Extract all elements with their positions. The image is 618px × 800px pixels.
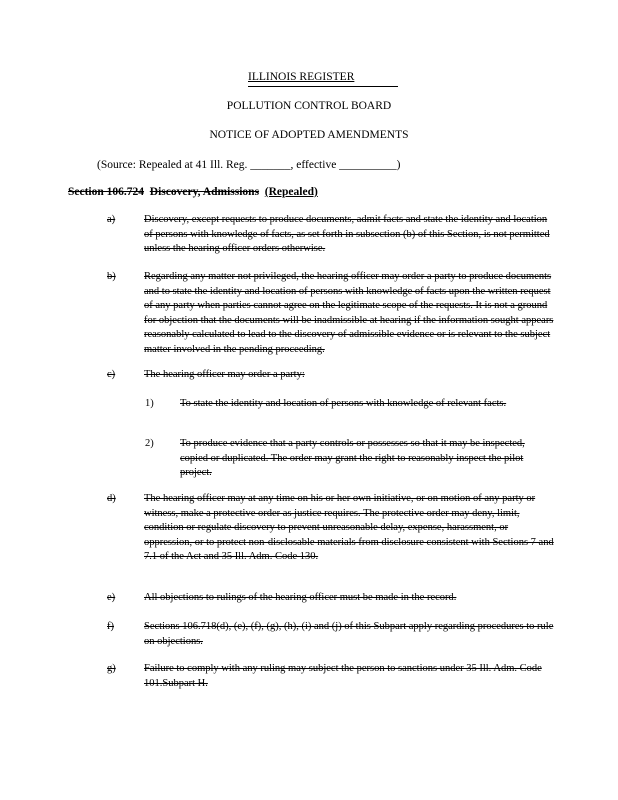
subsection-e-text: All objections to rulings of the hearing officer must be made in the record. xyxy=(144,592,457,603)
section-title: Discovery, Admissions xyxy=(149,186,260,198)
register-heading: ILLINOIS REGISTER xyxy=(248,71,355,83)
subsection-a-text: Discovery, except requests to produce documents, admit facts and state the identity and location of persons with knowledge of facts, as set forth in subsection (b) of this Section, is not permitted unless the hearing officer orders otherwise. xyxy=(144,214,550,254)
subsection-f-label: f) xyxy=(107,621,114,632)
subsection-a-label: a) xyxy=(107,214,116,225)
subsection-b-label: b) xyxy=(107,271,116,282)
section-heading xyxy=(68,186,318,198)
subsection-d-text: The hearing officer may at any time on his or her own initiative, or on motion of any party or witness, make a protective order as justice requires. The protective order may deny, limit, condition or regulate discovery to prevent unreasonable delay, expense, harassment, or oppression, or to protect non-disclosable materials from disclosure consistent with Sections 7 and 7.1 of the Act and 35 Ill. Adm. Code 130. xyxy=(144,493,554,562)
section-number: Section 106.724 xyxy=(68,186,145,198)
subsection-e-label: e) xyxy=(107,592,116,603)
subsection-d-label: d) xyxy=(107,493,116,504)
section-status: (Repealed) xyxy=(264,186,318,198)
source-note: (Source: Repealed at 41 Ill. Reg. _______, effective __________) xyxy=(97,159,401,171)
subsection-c-label: c) xyxy=(107,369,116,380)
subsection-b-text: Regarding any matter not privileged, the hearing officer may order a party to produce documents and to state the identity and location of persons with knowledge of facts upon the written request of any party when parties cannot agree on the legitimate scope of the requests. It is not a ground for objection that the documents will be inadmissible at hearing if the information sought appears reasonably calculated to lead to the discovery of admissible evidence or is relevant to the subject matter involved in the pending proceeding. xyxy=(144,271,554,355)
subsection-c1-text: To state the identity and location of persons with knowledge of relevant facts. xyxy=(180,398,507,409)
subsection-g-label: g) xyxy=(107,663,116,674)
agency-heading: POLLUTION CONTROL BOARD xyxy=(226,100,392,112)
subsection-c2-label: 2) xyxy=(145,438,154,449)
subsection-g-text: Failure to comply with any ruling may subject the person to sanctions under 35 Ill. Adm. Code 101.Subpart H. xyxy=(144,663,542,689)
subsection-f-text: Sections 106.718(d), (e), (f), (g), (h), (i) and (j) of this Subpart apply regarding procedures to rule on objections. xyxy=(144,621,554,647)
subsection-c1-label: 1) xyxy=(145,398,154,409)
notice-heading: NOTICE OF ADOPTED AMENDMENTS xyxy=(209,129,409,141)
subsection-c2-text: To produce evidence that a party controls or possesses so that it may be inspected, copied or duplicated. The order may grant the right to reasonably inspect the pilot project. xyxy=(180,438,525,478)
subsection-c-text: The hearing officer may order a party: xyxy=(144,369,305,380)
register-rule xyxy=(248,86,398,87)
